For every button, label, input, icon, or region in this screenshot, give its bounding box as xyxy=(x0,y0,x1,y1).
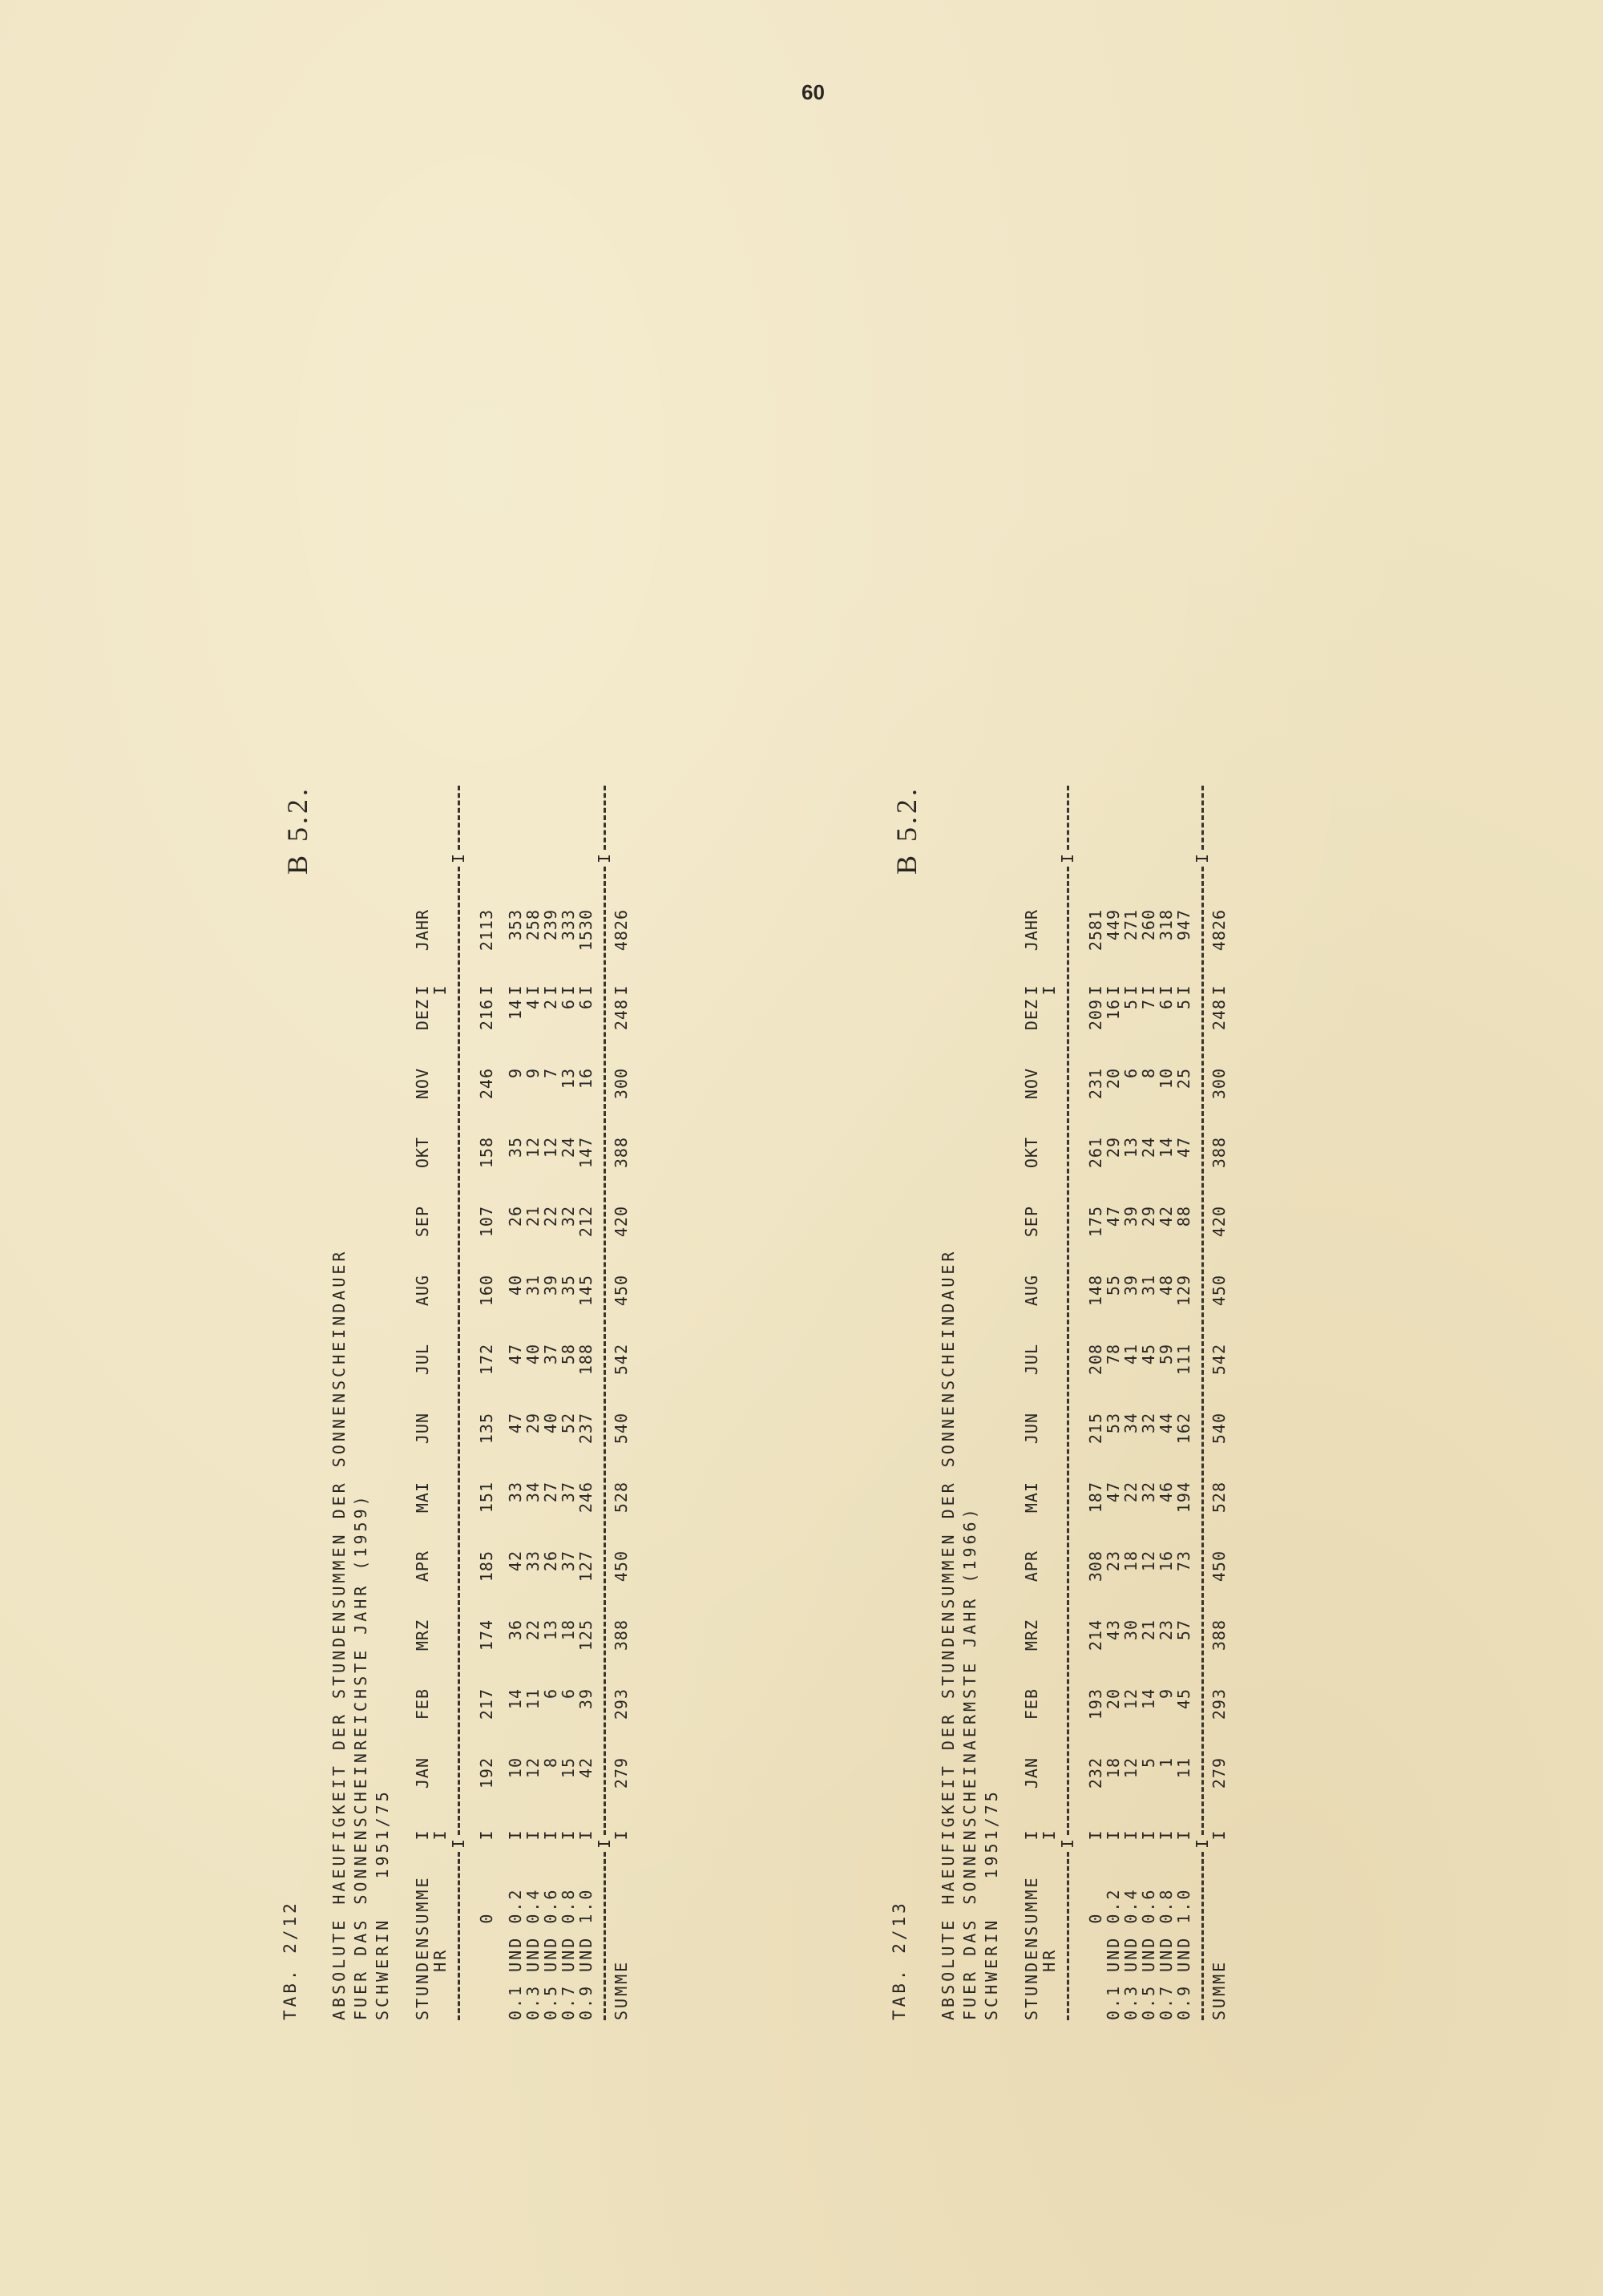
header-month: FEB xyxy=(1022,1688,1041,1720)
section-reference: B 5.2. xyxy=(281,786,313,875)
title-line: ABSOLUTE HAEUFIGKEIT DER STUNDENSUMMEN DER SONNENSCHEINDAUER xyxy=(939,1248,958,2020)
header-unit-row: HR I I xyxy=(1041,786,1059,2020)
table-row: 0.1 UND 0.2 I 10 14 36 42 33 47 47 40 26 35 9 14 I 353 xyxy=(506,909,525,2020)
header-month: SEP xyxy=(1022,1206,1041,1238)
table-row: 0 I 192 217 174 185 151 135 172 160 107 158 246 216 I 2113 xyxy=(478,786,496,2020)
table-title xyxy=(329,786,394,2020)
sum-label: SUMME xyxy=(612,1959,631,2020)
header-month: OKT xyxy=(1022,1137,1041,1169)
title-line: SCHWERIN 1951/75 xyxy=(982,1789,1001,2020)
header-month: APR xyxy=(1022,1550,1041,1583)
row-label: 0.5 UND 0.6 xyxy=(1139,1887,1158,2020)
header-unit: HR xyxy=(1040,1947,1059,1972)
table-row: 0.3 UND 0.4 I 12 12 30 18 22 34 41 39 39 13 6 5 I 271 xyxy=(1121,909,1141,2020)
title-line: FUER DAS SONNENSCHEINAERMSTE JAHR (1966) xyxy=(960,1506,979,2020)
table-row: 0.3 UND 0.4 I 12 11 22 33 34 29 40 31 21 12 9 4 I 258 xyxy=(523,909,543,2020)
table-row: 0.5 UND 0.6 I 8 6 13 26 27 40 37 39 22 12 7 2 I 239 xyxy=(541,909,560,2020)
header-month: JUL xyxy=(413,1344,432,1376)
page-number: 60 xyxy=(802,80,825,104)
title-line: ABSOLUTE HAEUFIGKEIT DER STUNDENSUMMEN DER SONNENSCHEINDAUER xyxy=(329,1248,349,2020)
header-month: DEZ xyxy=(1022,999,1041,1031)
table-row: 0.9 UND 1.0 I 42 39 125 127 246 237 188 145 212 147 16 6 I 1530 xyxy=(576,909,596,2020)
header-label: STUNDENSUMME xyxy=(413,1875,432,2020)
row-label: 0.7 UND 0.8 xyxy=(1157,1887,1176,2020)
separator-line: I I xyxy=(596,786,613,2020)
table-row: 0.7 UND 0.8 I 1 9 23 16 46 44 59 48 42 14 10 6 I 318 xyxy=(1157,909,1176,2020)
table-id: TAB. 2/13 xyxy=(890,1900,909,2020)
table-row: 0.9 UND 1.0 I 11 45 57 73 194 162 111 129 88 47 25 5 I 947 xyxy=(1174,909,1193,2020)
frequency-table xyxy=(414,786,631,2020)
table-block-2-12 xyxy=(281,786,697,2020)
header-month: FEB xyxy=(413,1688,432,1720)
sum-row: SUMME I 279 293 388 450 528 540 542 450 420 388 300 248 I 4826 xyxy=(1209,909,1229,2020)
header-month: JUL xyxy=(1022,1344,1041,1376)
row-label: 0.3 UND 0.4 xyxy=(1121,1887,1141,2020)
table-row: 0.7 UND 0.8 I 15 6 18 37 37 52 58 35 32 24 13 6 I 333 xyxy=(559,909,578,2020)
table-block-2-13 xyxy=(890,786,1290,2020)
header-month: AUG xyxy=(413,1275,432,1307)
sum-row: SUMME I 279 293 388 450 528 540 542 450 420 388 300 248 I 4826 xyxy=(612,909,631,2020)
header-month: MRZ xyxy=(413,1619,432,1651)
header-month: NOV xyxy=(1022,1068,1041,1100)
row-label: 0.7 UND 0.8 xyxy=(559,1887,578,2020)
separator-line: I I xyxy=(1193,786,1211,2020)
header-year: JAHR xyxy=(1022,909,1041,952)
row-label: 0 xyxy=(477,1911,496,1924)
sum-label: SUMME xyxy=(1209,1959,1229,2020)
header-month: JUN xyxy=(413,1413,432,1445)
table-id: TAB. 2/12 xyxy=(281,1900,300,2020)
row-label: 0.1 UND 0.2 xyxy=(506,1887,525,2020)
row-label: 0.9 UND 1.0 xyxy=(576,1887,596,2020)
table-row: 0 I 232 193 214 308 187 215 208 148 175 261 231 209 I 2581 xyxy=(1088,786,1105,2020)
separator-line: I I xyxy=(1059,786,1076,2020)
header-month: OKT xyxy=(413,1137,432,1169)
frequency-table xyxy=(1024,786,1229,2020)
row-label: 0.3 UND 0.4 xyxy=(523,1887,543,2020)
header-row: STUNDENSUMME I JAN FEB MRZ APR MAI JUN JUL AUG SEP OKT NOV DEZ I JAHR xyxy=(413,909,432,2020)
row-label: 0.9 UND 1.0 xyxy=(1174,1887,1193,2020)
header-unit-row: HR I I xyxy=(432,786,450,2020)
header-label: STUNDENSUMME xyxy=(1022,1875,1041,2020)
table-row: 0.1 UND 0.2 I 18 20 43 23 47 53 78 55 47 29 20 16 I 449 xyxy=(1104,909,1123,2020)
row-label: 0.5 UND 0.6 xyxy=(541,1887,560,2020)
header-unit: HR xyxy=(430,1947,450,1972)
separator-line: I I xyxy=(450,786,467,2020)
header-row: STUNDENSUMME I JAN FEB MRZ APR MAI JUN JUL AUG SEP OKT NOV DEZ I JAHR xyxy=(1022,909,1041,2020)
header-month: JAN xyxy=(1022,1757,1041,1789)
table-title xyxy=(938,786,1003,2020)
header-month: AUG xyxy=(1022,1275,1041,1307)
header-month: SEP xyxy=(413,1206,432,1238)
header-month: NOV xyxy=(413,1068,432,1100)
header-month: DEZ xyxy=(413,999,432,1031)
row-label: 0.1 UND 0.2 xyxy=(1104,1887,1123,2020)
header-month: MRZ xyxy=(1022,1619,1041,1651)
title-line: SCHWERIN 1951/75 xyxy=(373,1789,392,2020)
header-month: JUN xyxy=(1022,1413,1041,1445)
header-month: MAI xyxy=(413,1481,432,1514)
row-label: 0 xyxy=(1086,1911,1105,1924)
header-month: JAN xyxy=(413,1757,432,1789)
title-line: FUER DAS SONNENSCHEINREICHSTE JAHR (1959) xyxy=(351,1493,370,2020)
table-row: 0.5 UND 0.6 I 5 14 21 12 32 32 45 31 29 24 8 7 I 260 xyxy=(1139,909,1158,2020)
section-reference: B 5.2. xyxy=(890,786,923,875)
header-month: APR xyxy=(413,1550,432,1583)
header-month: MAI xyxy=(1022,1481,1041,1514)
header-year: JAHR xyxy=(413,909,432,952)
